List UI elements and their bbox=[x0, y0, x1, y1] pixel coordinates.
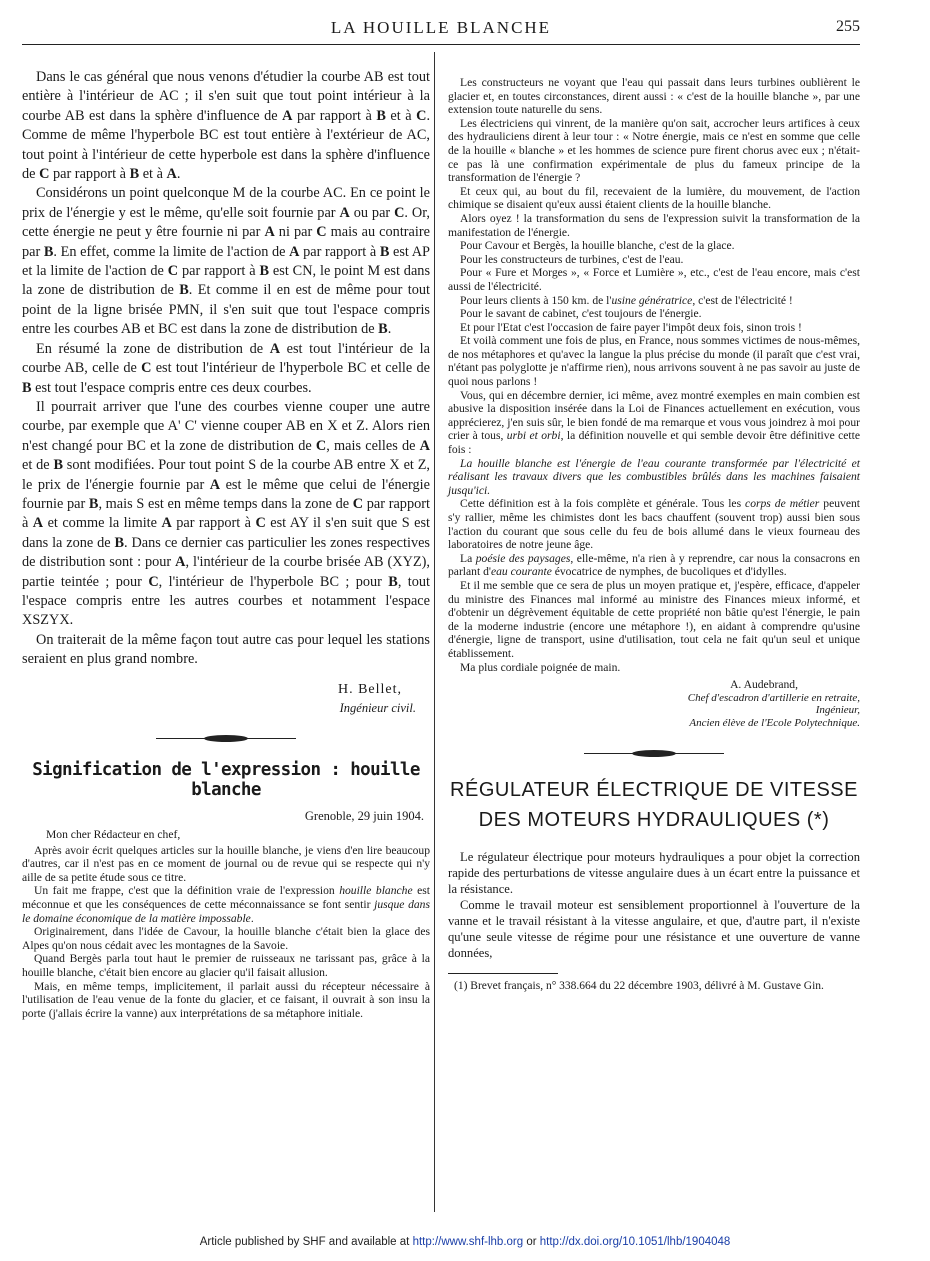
doi-link[interactable]: http://dx.doi.org/10.1051/lhb/1904048 bbox=[539, 1236, 731, 1248]
section-ornament bbox=[156, 732, 296, 746]
bold-term: A bbox=[209, 476, 221, 493]
bold-term: C bbox=[39, 166, 50, 183]
footnote: (1) Brevet français, n° 338.664 du 22 décembre 1903, délivré à M. Gustave Gin. bbox=[454, 979, 824, 992]
audebrand-paragraph: Pour les constructeurs de turbines, c'est de l'eau. bbox=[460, 252, 684, 266]
audebrand-paragraph: Ma plus cordiale poignée de main. bbox=[460, 660, 621, 674]
signature-role-line: Chef d'escadron d'artillerie en retraite, bbox=[687, 691, 860, 704]
audebrand-paragraph: Cette définition est à la fois complète et générale. Tous les corps de métier peuvent s'y rallier, même les chimistes dont les bacs chauffent (souvent trop) aussi bien sous l'action du courant que sous celle du feu de bois allumé dans le vieux fourneau des laboratoires de notre jeune âge. bbox=[448, 497, 860, 552]
bellet-paragraph: En résumé la zone de distribution de A est tout l'intérieur de la courbe AB, celle de C est tout l'intérieur de l'hyperbole BC et celle de B est tout l'espace compris entre ces deux courbes. bbox=[22, 340, 430, 396]
column-divider bbox=[434, 52, 435, 1212]
audebrand-paragraph: Et pour l'Etat c'est l'occasion de faire payer l'impôt deux fois, sinon trois ! bbox=[460, 320, 802, 334]
author-signature: H. Bellet, bbox=[337, 681, 402, 697]
audebrand-paragraph: Pour « Fure et Morges », « Force et Lumière », etc., c'est de l'eau encore, mais c'est aussi de l'électricité. bbox=[448, 266, 860, 293]
audebrand-paragraph: Et voilà comment une fois de plus, en France, nous sommes victimes de nous-mêmes, de nos métaphores et qu'avec la langue la plus précise du monde (il paraît que c'est vrai, n'étant pas polyglotte je n'affirme rien), nous arrivons souvent à ne pas savoir au juste de quoi nous parlons ! bbox=[448, 334, 860, 389]
letter-paragraph: Quand Bergès parla tout haut le premier de ruisseaux ne tarissant pas, grâce à la houille blanche, c'était bien encore au glacier qu'il faisait allusion. bbox=[22, 952, 430, 979]
bold-term: A bbox=[175, 554, 186, 571]
publication-credit bbox=[0, 1236, 930, 1248]
bellet-paragraph: Il pourrait arriver que l'une des courbes vienne couper une autre courbe, par exemple que A' C' vienne couper AB en X et Z. Alors rien n'est changé pour BC et la zone de distribution de C, mais celles de A et de B sont modifiées. Pour tout point S de la courbe AB entre X et Z, le prix de l'énergie fournie par A est le même que celui de l'énergie fournie par B, mais S est en même temps dans la zone de C par rapport à A et comme la limite A par rapport à C est AY il s'en suit que S est dans la zone de B. Dans ce dernier cas particulier les zones respectives de distribution sont : pour A, l'intérieur de la courbe brisée AB (XYZ), partie teintée ; pour C, l'intérieur de l'hyperbole BC ; pour B, tout l'espace compris entre les autres courbes et notamment l'espace XSZYX. bbox=[22, 398, 431, 629]
italic-term: poésie des paysages bbox=[475, 551, 571, 565]
letter-paragraph: Un fait me frappe, c'est que la définition vraie de l'expression houille blanche est méconnue et que les conséquences de cette méconnaissance se font sentir jusque dans le domaine économique de la matière impossable. bbox=[22, 884, 430, 925]
italic-term: La houille blanche est l'énergie de l'eau courante transformée par l'électricité et réalisant les travaux divers que les combustibles brûlés dans les machines faisaient jusqu'ici. bbox=[448, 456, 860, 497]
bold-term: B bbox=[379, 243, 390, 260]
letter-signature: A. Audebrand, bbox=[730, 678, 798, 692]
italic-term: corps de métier bbox=[745, 497, 820, 511]
bellet-article-body bbox=[22, 68, 430, 670]
italic-term: urbi et orbi bbox=[506, 429, 561, 443]
letter-title: Signification de l'expression : houille blanche bbox=[32, 760, 420, 801]
bold-term: C bbox=[141, 360, 152, 377]
article-title bbox=[448, 775, 860, 835]
bold-term: C bbox=[315, 437, 327, 454]
bold-term: B bbox=[129, 166, 140, 183]
audebrand-paragraph: La poésie des paysages, elle-même, n'a rien à y reprendre, car nous la consacrons en parlant d'eau courante évocatrice de nymphes, de bucoliques et d'idylles. bbox=[448, 551, 860, 579]
audebrand-paragraph: Vous, qui en décembre dernier, ici même, avez montré exemples en main combien est abusive la disposition insérée dans la Loi de Finances actuellement en exécution, vous apprécierez, j'en suis sûr, le bien fondé de ma remarque et vous vous joindrez à moi pour crier à tous, urbi et orbi, la définition nouvelle et qui semble devoir être définitive cette fois : bbox=[448, 388, 860, 457]
bold-term: C bbox=[167, 263, 179, 280]
bold-term: A bbox=[269, 340, 281, 357]
signature-role-line: Ingénieur, bbox=[815, 704, 860, 717]
audebrand-paragraph: Alors oyez ! la transformation du sens de l'expression suivit la transformation de la manifestation de l'énergie. bbox=[448, 211, 860, 239]
bellet-paragraph: On traiterait de la même façon tout autre cas pour lequel les stations seraient en plus grand nombre. bbox=[22, 631, 430, 668]
bold-term: C bbox=[316, 224, 327, 241]
audebrand-paragraph: Les constructeurs ne voyant que l'eau qui passait dans leurs turbines oublièrent le glacier et, en toutes circonstances, dirent aussi : « c'est de la houille blanche », par une extension toute naturelle du sens. bbox=[448, 76, 860, 117]
section-ornament-right bbox=[584, 747, 724, 761]
credit-prefix: Article published by SHF and available at bbox=[199, 1236, 413, 1248]
audebrand-paragraph: Pour le savant de cabinet, c'est toujours de l'énergie. bbox=[460, 307, 702, 321]
bold-term: B bbox=[179, 282, 189, 299]
letter-paragraphs bbox=[22, 844, 430, 1021]
article-title-line-2: DES MOTEURS HYDRAULIQUES (*) bbox=[478, 808, 830, 831]
audebrand-paragraph bbox=[448, 457, 860, 498]
bold-term: B bbox=[43, 243, 54, 260]
page-header bbox=[22, 18, 860, 45]
bold-term: B bbox=[22, 379, 32, 396]
bold-term: B bbox=[388, 573, 398, 590]
italic-term: jusque dans le domaine économique de la matière impossable bbox=[22, 897, 430, 925]
bellet-paragraph: Dans le cas général que nous venons d'étudier la courbe AB est tout entière à l'intérieur de AC ; il s'en suit que tout point intérieur à la courbe AB est dans la sphère d'influence de A par rapport à B et à C. Comme de même l'hyperbole BC est tout entière à l'extérieur de AC, tout point à l'intérieur de cette hyperbole est dans la sphère d'influence de C par rapport à B et à A. bbox=[22, 69, 431, 183]
regulator-paragraph: Comme le travail moteur est sensiblement proportionnel à l'ouverture de la vanne et le travail résistant à la vitesse angulaire, et que, d'autre part, il n'existe qu'une seule vitesse de régime pour une résistance et une ouverture de vanne données, bbox=[448, 897, 860, 960]
regulator-article-body bbox=[448, 849, 860, 961]
audebrand-paragraph: Pour leurs clients à 150 km. de l'usine génératrice, c'est de l'électricité ! bbox=[460, 293, 793, 307]
article-title-line-1: RÉGULATEUR ÉLECTRIQUE DE VITESSE bbox=[450, 778, 858, 801]
bold-term: A bbox=[282, 107, 293, 124]
journal-title: LA HOUILLE BLANCHE bbox=[330, 18, 552, 37]
bold-term: C bbox=[255, 515, 266, 532]
bold-term: A bbox=[339, 204, 350, 221]
italic-term: houille blanche bbox=[339, 884, 413, 898]
shf-link[interactable]: http://www.shf-lhb.org bbox=[412, 1236, 524, 1248]
letter-continuation bbox=[448, 76, 860, 674]
letter-paragraph: Après avoir écrit quelques articles sur la houille blanche, je viens d'en lire beaucoup d'autres, car il n'est pas en ce moment de journal ou de revue qui se respecte qui n'y aille de sa petite étude sous ce titre. bbox=[22, 843, 430, 884]
bold-term: B bbox=[259, 263, 270, 280]
letter-paragraph: Originairement, dans l'idée de Cavour, la houille blanche c'était bien la glace des Alpes qu'on nous cédait avec les montagnes de la Savoie. bbox=[22, 925, 430, 952]
audebrand-paragraph: Pour Cavour et Bergès, la houille blanche, c'est de la glace. bbox=[460, 239, 735, 253]
bold-term: C bbox=[148, 573, 159, 590]
letter-signature-roles bbox=[448, 692, 860, 729]
bold-term: A bbox=[419, 437, 430, 454]
bold-term: A bbox=[161, 515, 172, 532]
left-column bbox=[22, 68, 430, 1020]
right-column bbox=[448, 76, 860, 994]
bold-term: A bbox=[289, 243, 300, 260]
bold-term: B bbox=[114, 534, 125, 551]
bold-term: A bbox=[32, 515, 44, 532]
bold-term: B bbox=[378, 321, 388, 338]
bold-term: C bbox=[416, 107, 427, 124]
italic-term: eau courante bbox=[490, 565, 552, 579]
credit-middle: or bbox=[523, 1236, 540, 1248]
bold-term: B bbox=[53, 457, 63, 474]
signature-role-line: Ancien élève de l'Ecole Polytechnique. bbox=[689, 716, 860, 729]
italic-term: usine génératrice bbox=[611, 293, 693, 307]
letter-salutation: Mon cher Rédacteur en chef, bbox=[46, 828, 181, 841]
bold-term: A bbox=[166, 166, 177, 183]
audebrand-paragraph: Et ceux qui, au bout du fil, recevaient de la lumière, du mouvement, de l'action chimique se disaient qu'eux aussi étaient clients de la houille blanche. bbox=[448, 184, 860, 212]
bold-term: C bbox=[394, 204, 405, 221]
audebrand-paragraph: Les électriciens qui vinrent, de la manière qu'on sait, accrocher leurs artifices à ceux des hydrauliciens dirent à leur tour : « Notre énergie, mais ce n'est en somme que celle de la houille « blanche » et les hommes de science pure firent chorus avec eux ; n'était-ce pas là une confirmation expérimentale de plus du fameux principe de la transformation de l'énergie ? bbox=[448, 116, 860, 185]
footnote-rule bbox=[448, 973, 558, 974]
regulator-paragraph: Le régulateur électrique pour moteurs hydrauliques a pour objet la correction rapide des perturbations de vitesse angulaire dues à un écart entre la puissance et la résistance. bbox=[448, 849, 860, 896]
letter-dateline: Grenoble, 29 juin 1904. bbox=[304, 809, 424, 824]
page-number: 255 bbox=[836, 18, 860, 35]
bold-term: A bbox=[264, 224, 275, 241]
bellet-paragraph: Considérons un point quelconque M de la courbe AC. En ce point le prix de l'énergie y est le même, qu'elle soit fournie par A ou par C. Or, cette énergie ne peut y être fournie ni par A ni par C mais au contraire par B. En effet, comme la limite de l'action de A par rapport à B est AP et la limite de l'action de C par rapport à B est CN, le point M est dans la zone de distribution de B. Et comme il en est de même pour tout point de la ligne brisée PMN, il s'en suit que tout l'espace compris entre les courbes AB et BC est dans la zone de distribution de B. bbox=[22, 185, 431, 338]
letter-body bbox=[22, 810, 430, 1020]
author-role: Ingénieur civil. bbox=[339, 701, 416, 715]
letter-paragraph: Mais, en même temps, implicitement, il parlait aussi du récepteur nécessaire à l'utilisation de l'eau venue de la fonte du glacier, et ce faisant, il ouvrait à son insu la porte (j'allais écrire la vanne) aux interprétations de sa métaphore initiale. bbox=[22, 979, 430, 1020]
bold-term: C bbox=[352, 495, 364, 512]
bold-term: B bbox=[376, 107, 386, 124]
bold-term: B bbox=[88, 495, 99, 512]
audebrand-paragraph: Et il me semble que ce sera de plus un moyen pratique et, j'espère, efficace, d'appeler du ministre des Finances mal informé au ministre des Finances mieux informé, et d'obtenir un dégrèvement équitable de cette propriété non bâtie qu'est l'énergie, le pain de la moderne industrie (encore une métaphore !), en aidant à comprendre qu'usine d'énergie, ligne de transport, usine d'utilisation, tout cela ne fait qu'un seul et unique établissement. bbox=[448, 578, 860, 660]
